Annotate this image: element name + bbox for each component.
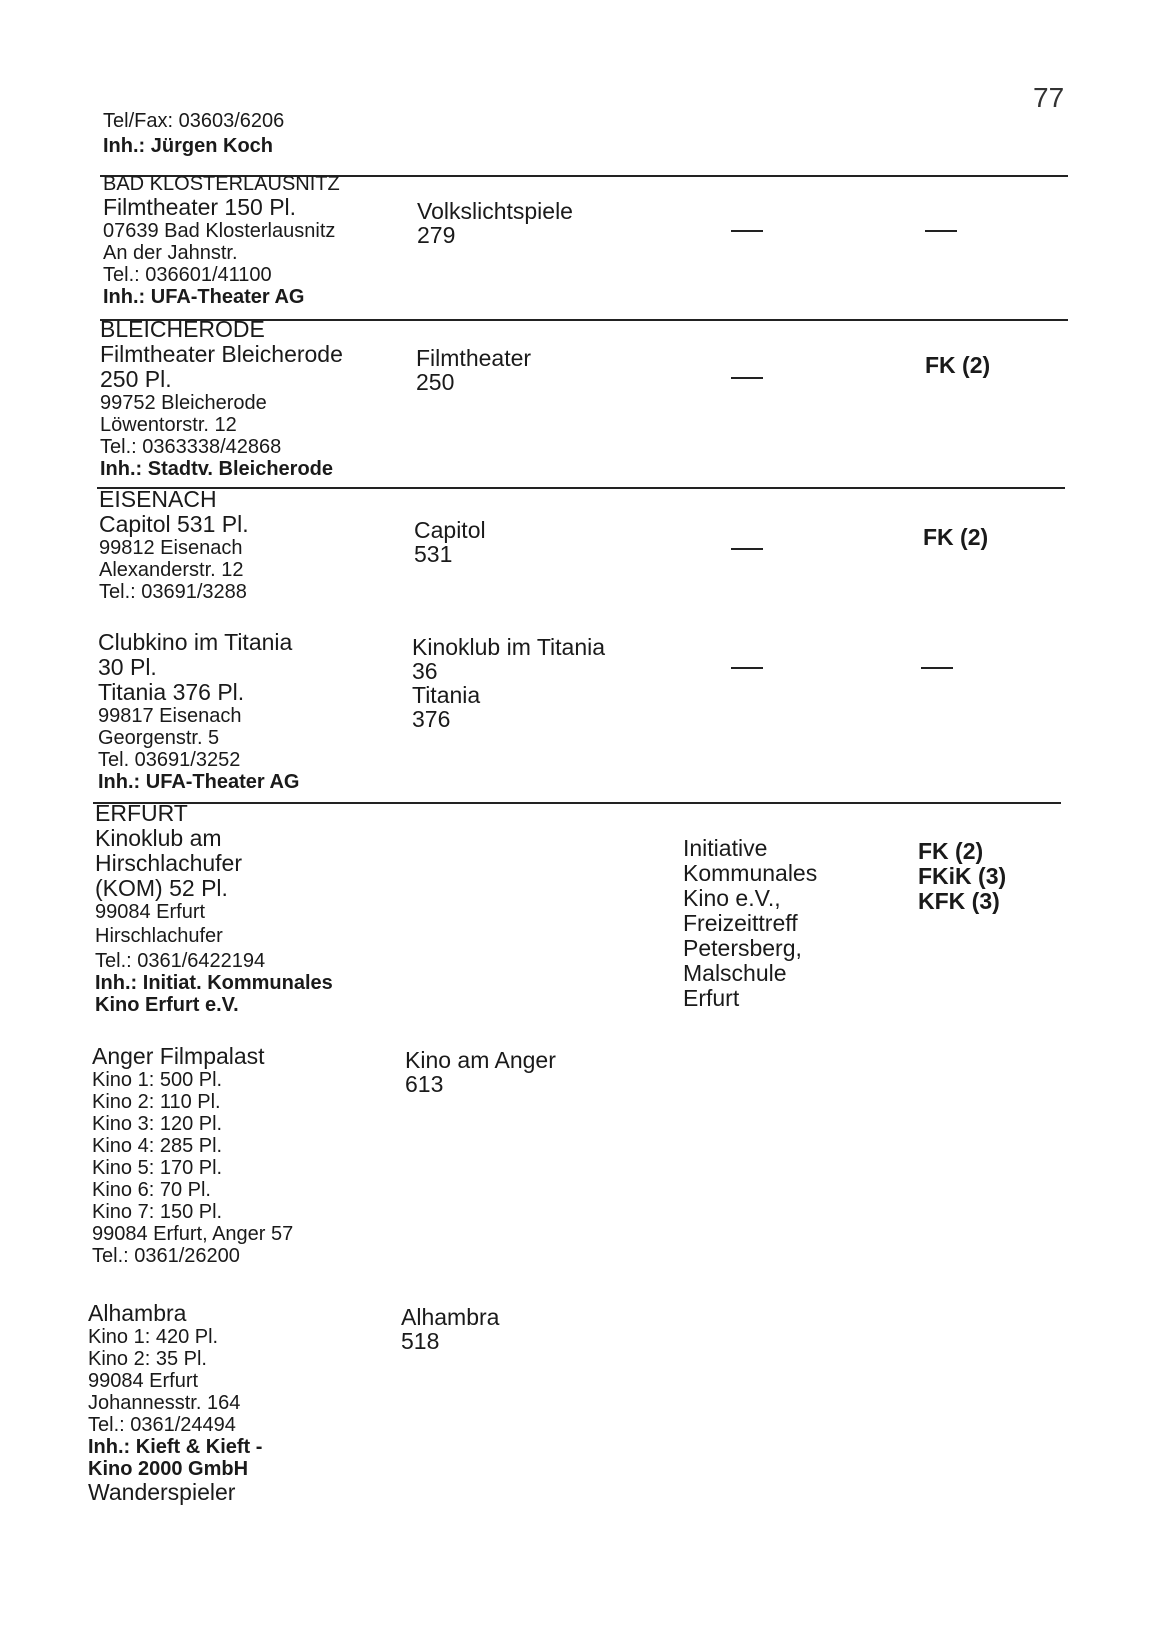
owner: Kino 2000 GmbH [88,1458,249,1480]
section-bad-klosterlausnitz [103,173,340,308]
place-name: ERFURT [95,800,188,826]
col3-line: Kino e.V., [683,885,781,911]
col2-line: Kino am Anger [405,1047,556,1073]
col3-line: Freizeittreff [683,910,798,936]
owner: Inh.: UFA-Theater AG [98,771,300,793]
detail-line: Tel.: 0361/26200 [92,1245,240,1267]
col2-line: Titania [412,682,481,708]
cinema-name: Anger Filmpalast [92,1043,265,1069]
address-line: Tel.: 0363338/42868 [100,436,282,458]
place-name: BAD KLOSTERLAUSNITZ [103,173,340,195]
address-line: Tel.: 03691/3288 [99,581,247,603]
section-bleicherode [100,317,343,480]
col2-line: Alhambra [401,1304,500,1330]
section-erfurt [95,801,333,1016]
owner: Inh.: UFA-Theater AG [103,286,305,308]
col3-line: Kommunales [683,860,818,886]
detail-line: Kino 3: 120 Pl. [92,1113,223,1135]
col2-line: 531 [414,541,453,567]
detail-line: 99084 Erfurt, Anger 57 [92,1223,294,1245]
cinema-name: Filmtheater 150 Pl. [103,194,297,220]
rating-fk: FK (2) [923,524,989,550]
cinema-seats: 250 Pl. [100,366,172,392]
detail-line: Kino 2: 110 Pl. [92,1091,221,1113]
anger-col2 [405,1048,556,1096]
address-line: 99817 Eisenach [98,705,242,727]
place-name: BLEICHERODE [100,316,265,342]
detail-line: Tel.: 0361/24494 [88,1414,236,1436]
cinema-name: Titania 376 Pl. [98,679,245,705]
header-block [103,110,284,157]
address-line: Löwentorstr. 12 [100,414,237,436]
owner: Inh.: Initiat. Kommunales [95,972,333,994]
cinema-name: Kinoklub am [95,825,222,851]
alhambra-col2 [401,1305,499,1353]
address-line: An der Jahnstr. [103,242,238,264]
cinema-name: Hirschlachufer [95,850,242,876]
col2-line: Volkslichtspiele [417,198,573,224]
col2-line: 279 [417,222,456,248]
detail-line: Kino 6: 70 Pl. [92,1179,211,1201]
extra-note: Wanderspieler [88,1479,236,1505]
cinema-name: Capitol 531 Pl. [99,511,249,537]
entry-anger-filmpalast [92,1044,293,1267]
col2-line: Filmtheater [416,345,532,371]
col2-line: Capitol [414,517,486,543]
col2-line: 250 [416,369,455,395]
bad-col2 [417,199,573,247]
address-line: Tel.: 0361/6422194 [95,950,266,972]
col2-line: 613 [405,1071,444,1097]
detail-line: Kino 1: 420 Pl. [88,1326,219,1348]
erfurt-kom-col4 [918,839,1006,914]
cinema-name: Clubkino im Titania [98,629,293,655]
col2-line: 518 [401,1328,440,1354]
address-line: 07639 Bad Klosterlausnitz [103,220,336,242]
titania-col2 [412,635,605,731]
rating: FK (2) [918,838,984,864]
col3-line: Malschule [683,960,787,986]
detail-line: Kino 5: 170 Pl. [92,1157,223,1179]
col2-line: 376 [412,706,451,732]
header-tel: Tel/Fax: 03603/6206 [103,110,285,132]
col2-line: Kinoklub im Titania [412,634,606,660]
dash [731,377,763,379]
address-line: Tel. 03691/3252 [98,749,241,771]
col3-line: Petersberg, [683,935,802,961]
detail-line: Kino 7: 150 Pl. [92,1201,223,1223]
cinema-seats: (KOM) 52 Pl. [95,875,228,901]
address-line: 99812 Eisenach [99,537,243,559]
col3-line: Erfurt [683,985,740,1011]
detail-line: Johannesstr. 164 [88,1392,241,1414]
address-line: 99084 Erfurt [95,901,206,923]
eisenach-capitol-col2 [414,518,486,566]
address-line: Tel.: 036601/41100 [103,264,272,286]
detail-line: Kino 2: 35 Pl. [88,1348,207,1370]
rating: KFK (3) [918,888,1000,914]
col3-line: Initiative [683,835,768,861]
rating-fk: FK (2) [925,352,991,378]
detail-line: 99084 Erfurt [88,1370,199,1392]
cinema-name: Filmtheater Bleicherode [100,341,343,367]
dash [921,667,953,669]
dash [731,548,763,550]
entry-alhambra [88,1301,262,1505]
address-line: Georgenstr. 5 [98,727,220,749]
page-number: 77 [1033,82,1065,113]
address-line: Hirschlachufer [95,925,223,947]
address-line: 99752 Bleicherode [100,392,267,414]
header-owner: Inh.: Jürgen Koch [103,135,273,157]
section-eisenach [99,487,249,603]
entry-clubkino-titania [98,630,299,793]
erfurt-kom-col3 [683,836,817,1011]
dash [925,230,957,232]
dash [731,667,763,669]
owner: Kino Erfurt e.V. [95,994,239,1016]
dash [731,230,763,232]
place-name: EISENACH [99,486,217,512]
bleicherode-col2 [416,346,531,394]
cinema-seats: 30 Pl. [98,654,157,680]
address-line: Alexanderstr. 12 [99,559,244,581]
cinema-name: Alhambra [88,1300,187,1326]
owner: Inh.: Stadtv. Bleicherode [100,458,333,480]
detail-line: Kino 4: 285 Pl. [92,1135,223,1157]
rating: FKiK (3) [918,863,1007,889]
owner: Inh.: Kieft & Kieft - [88,1436,263,1458]
col2-line: 36 [412,658,438,684]
detail-line: Kino 1: 500 Pl. [92,1069,223,1091]
